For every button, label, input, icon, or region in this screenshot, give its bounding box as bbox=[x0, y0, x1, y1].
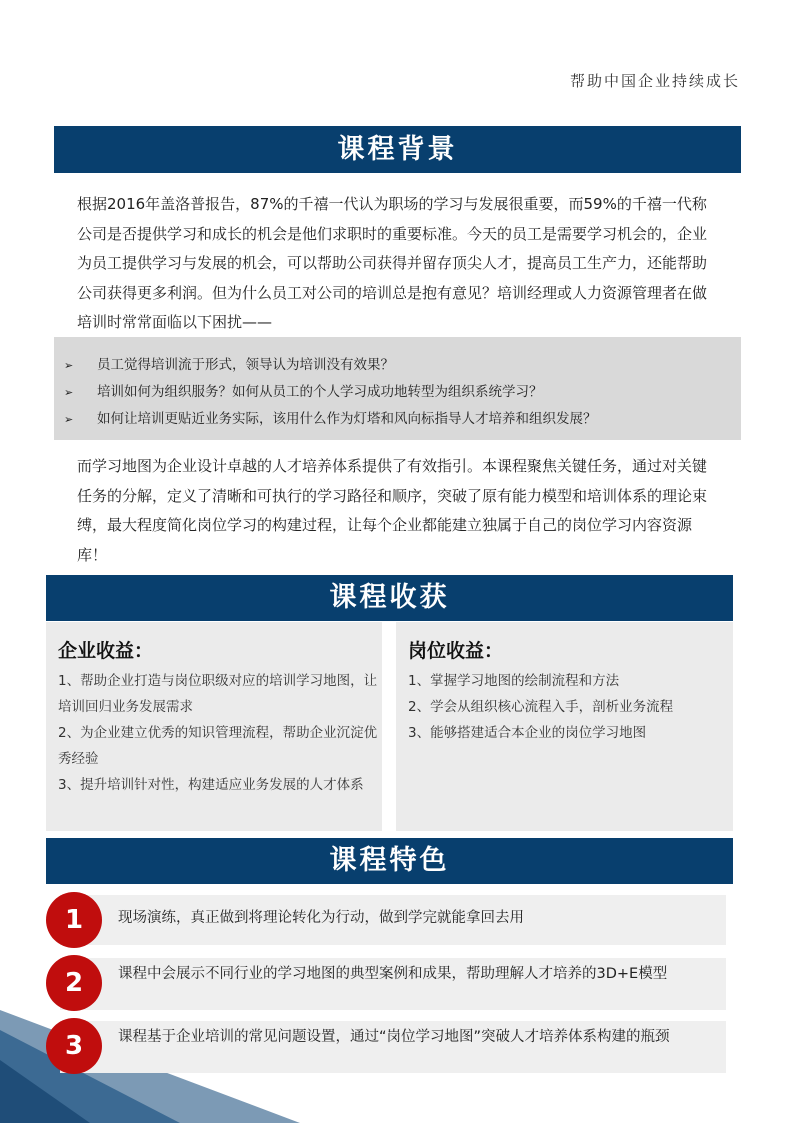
background-intro: 根据2016年盖洛普报告，87%的千禧一代认为职场的学习与发展很重要，而59%的千禧一代称公司是否提供学习和成长的机会是他们求职时的重要标准。今天的员工是需要学习机会的，企业为员工提供学习与发展的机会，可以帮助公司获得并留存顶尖人才，提高员工生产力，还能帮助公司获得更多利润。但为什么员工对公司的培训总是抱有意见？培训经理或人力资源管理者在做培训时常常面临以下困扰—— bbox=[77, 195, 708, 331]
list-item: 2、为企业建立优秀的知识管理流程，帮助企业沉淀优秀经验 bbox=[58, 725, 378, 767]
section-title-gains: 课程收获 bbox=[46, 575, 733, 621]
list-item: 3、能够搭建适合本企业的岗位学习地图 bbox=[408, 725, 647, 741]
list-item: 1、掌握学习地图的绘制流程和方法 bbox=[408, 673, 620, 689]
bullet-item bbox=[64, 353, 394, 373]
section-title-background: 课程背景 bbox=[54, 126, 741, 173]
feature-item bbox=[60, 1021, 726, 1073]
position-gains-title: 岗位收益： bbox=[408, 640, 504, 662]
feature-text: 课程基于企业培训的常见问题设置，通过“岗位学习地图”突破人才培养体系构建的瓶颈 bbox=[118, 1029, 670, 1045]
feature-number-badge: 3 bbox=[46, 1018, 102, 1074]
feature-number-badge: 1 bbox=[46, 892, 102, 948]
feature-number-badge: 2 bbox=[46, 955, 102, 1011]
position-gains-list bbox=[408, 668, 728, 746]
position-gains-panel bbox=[396, 622, 733, 831]
enterprise-gains-panel bbox=[46, 622, 382, 831]
bullet-text: 员工觉得培训流于形式，领导认为培训没有效果？ bbox=[97, 357, 394, 373]
arrow-bullet-icon: ➢ bbox=[64, 359, 74, 372]
list-item: 2、学会从组织核心流程入手，剖析业务流程 bbox=[408, 699, 674, 715]
bullet-text: 培训如何为组织服务？如何从员工的个人学习成功地转型为组织系统学习？ bbox=[97, 384, 543, 400]
bullet-item bbox=[64, 380, 543, 400]
feature-text: 课程中会展示不同行业的学习地图的典型案例和成果，帮助理解人才培养的3D+E模型 bbox=[118, 966, 668, 982]
background-outro: 而学习地图为企业设计卓越的人才培养体系提供了有效指引。本课程聚焦关键任务，通过对关键任务的分解，定义了清晰和可执行的学习路径和顺序，突破了原有能力模型和培训体系的理论束缚，最大程度简化岗位学习的构建过程，让每个企业都能建立独属于自己的岗位学习内容资源库！ bbox=[77, 457, 708, 564]
feature-item bbox=[60, 895, 726, 945]
background-bullet-list bbox=[54, 337, 741, 440]
section-title-features: 课程特色 bbox=[46, 838, 733, 884]
bullet-item bbox=[64, 407, 597, 427]
enterprise-gains-title: 企业收益： bbox=[58, 640, 154, 662]
feature-item bbox=[60, 958, 726, 1010]
feature-text: 现场演练，真正做到将理论转化为行动，做到学完就能拿回去用 bbox=[118, 910, 524, 926]
header-tagline: 帮助中国企业持续成长 bbox=[569, 72, 740, 90]
list-item: 3、提升培训针对性，构建适应业务发展的人才体系 bbox=[58, 777, 364, 793]
enterprise-gains-list bbox=[58, 668, 378, 798]
list-item: 1、帮助企业打造与岗位职级对应的培训学习地图，让培训回归业务发展需求 bbox=[58, 673, 378, 715]
arrow-bullet-icon: ➢ bbox=[64, 413, 74, 426]
arrow-bullet-icon: ➢ bbox=[64, 386, 74, 399]
bullet-text: 如何让培训更贴近业务实际，该用什么作为灯塔和风向标指导人才培养和组织发展？ bbox=[97, 411, 597, 427]
